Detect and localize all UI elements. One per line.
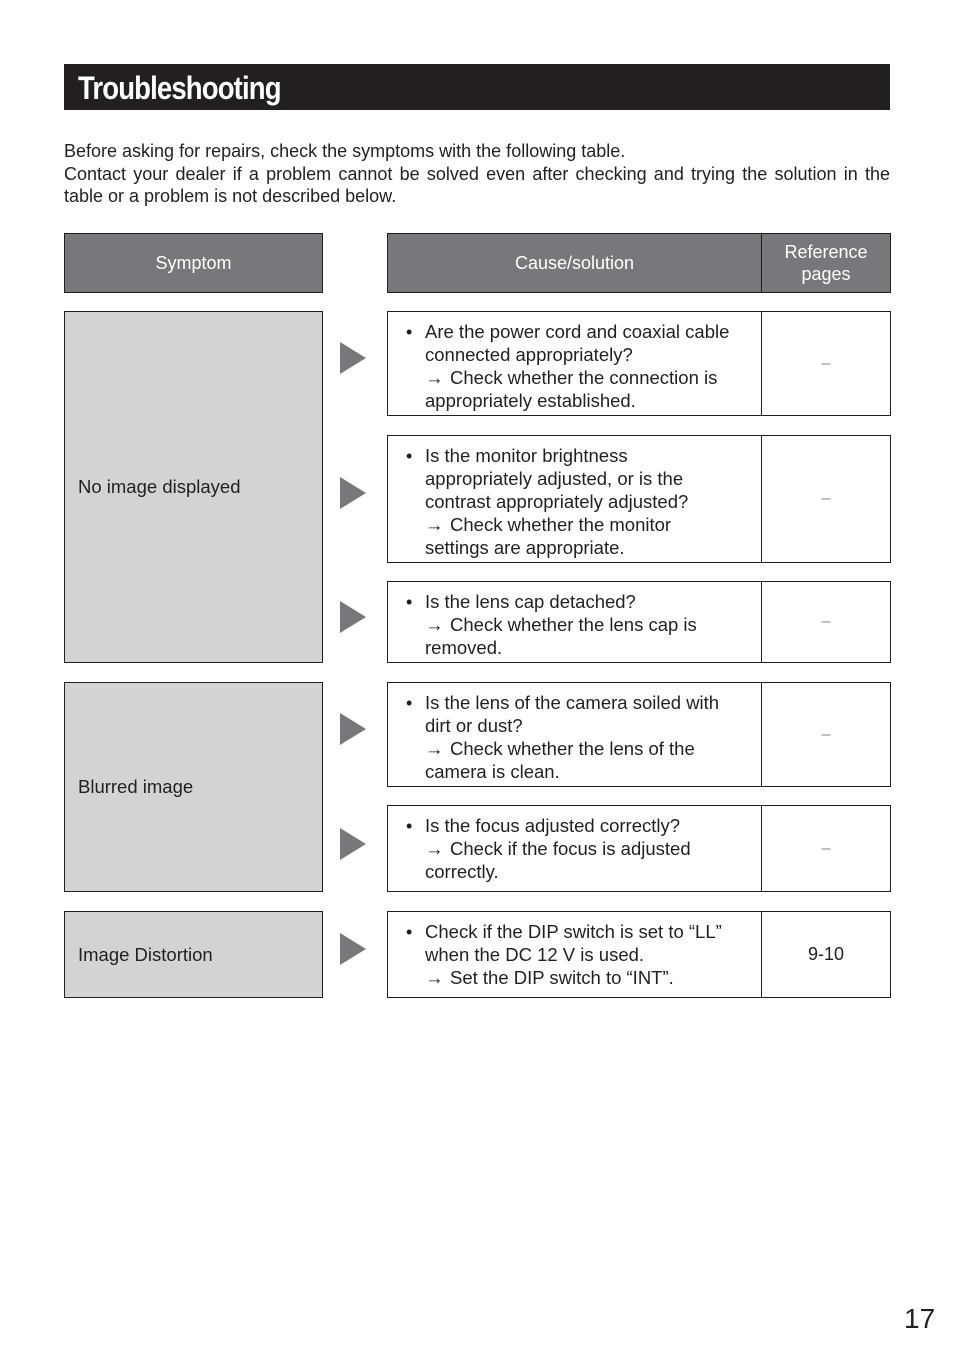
cause-text: [425, 320, 753, 412]
symptom-image-distortion: [64, 911, 323, 998]
symptom-label: Blurred image: [78, 776, 194, 797]
solution-continuation: correctly.: [425, 861, 499, 882]
solution-line: [425, 366, 753, 389]
cause-text: [425, 444, 753, 559]
cause-cell: [387, 911, 762, 998]
page-title: Troubleshooting: [78, 70, 281, 106]
solution-line: [425, 737, 753, 760]
intro-line-1: Before asking for repairs, check the symptoms with the following table.: [64, 141, 626, 161]
cause-text: [425, 814, 753, 883]
cause-text: [425, 920, 753, 989]
question-line: Is the focus adjusted correctly?: [425, 815, 681, 836]
solution-text: Check whether the monitor: [450, 514, 672, 535]
arrow-icon: →: [425, 514, 444, 535]
solution-text: Check whether the lens of the: [450, 738, 695, 759]
arrow-right-icon: [340, 342, 366, 374]
bullet-icon: •: [406, 693, 413, 713]
reference-value: –: [821, 354, 831, 372]
title-bar: [64, 64, 890, 110]
cause-header-label: Cause/solution: [514, 253, 635, 273]
reference-cell: [761, 311, 891, 416]
reference-cell: [761, 805, 891, 892]
question-line: appropriately adjusted, or is the: [425, 468, 684, 489]
question-line: when the DC 12 V is used.: [425, 944, 645, 965]
symptom-header-label: Symptom: [155, 253, 232, 273]
reference-cell: [761, 682, 891, 787]
question-line: Is the lens of the camera soiled with: [425, 692, 720, 713]
cause-cell: [387, 311, 762, 416]
solution-continuation: settings are appropriate.: [425, 537, 625, 558]
solution-continuation: removed.: [425, 637, 503, 658]
reference-header-line2: pages: [801, 264, 851, 284]
symptom-header: [64, 233, 323, 293]
intro-line-2: Contact your dealer if a problem cannot be solved even after checking and trying the solution in the table or a problem is not described below.: [64, 163, 890, 206]
symptom-label: Image Distortion: [78, 943, 213, 965]
reference-cell: [761, 911, 891, 998]
cause-cell: [387, 581, 762, 663]
arrow-icon: →: [425, 838, 444, 859]
reference-cell: [761, 581, 891, 663]
reference-header: [761, 233, 891, 293]
solution-text: Check if the focus is adjusted: [450, 838, 691, 859]
solution-continuation: camera is clean.: [425, 761, 560, 782]
cause-text: [425, 590, 753, 659]
cause-cell: [387, 805, 762, 892]
question-line: dirt or dust?: [425, 715, 523, 736]
question-line: Is the lens cap detached?: [425, 591, 636, 612]
question-line: Is the monitor brightness: [425, 445, 628, 466]
question-line: Are the power cord and coaxial cable: [425, 321, 730, 342]
bullet-icon: •: [406, 322, 413, 342]
arrow-right-icon: [340, 713, 366, 745]
arrow-right-icon: [340, 828, 366, 860]
reference-value: –: [821, 613, 831, 630]
cause-cell: [387, 682, 762, 787]
arrow-right-icon: [340, 477, 366, 509]
question-line: Check if the DIP switch is set to “LL”: [425, 921, 722, 942]
page-number: 17: [904, 1303, 936, 1334]
reference-cell: [761, 435, 891, 563]
arrow-icon: →: [425, 967, 444, 988]
solution-line: [425, 837, 753, 860]
reference-value: 9-10: [807, 944, 845, 964]
solution-line: [425, 966, 753, 989]
bullet-icon: •: [406, 816, 413, 836]
cause-header: [387, 233, 762, 293]
question-line: contrast appropriately adjusted?: [425, 491, 689, 512]
arrow-icon: →: [425, 738, 444, 759]
bullet-icon: •: [406, 446, 413, 466]
reference-value: –: [821, 490, 831, 507]
arrow-right-icon: [340, 933, 366, 965]
solution-text: Check whether the connection is: [450, 367, 718, 388]
cause-cell: [387, 435, 762, 563]
solution-line: [425, 513, 753, 536]
question-line: connected appropriately?: [425, 344, 633, 365]
reference-value: –: [821, 839, 831, 857]
solution-line: [425, 613, 753, 636]
arrow-icon: →: [425, 367, 444, 388]
arrow-right-icon: [340, 601, 366, 633]
bullet-icon: •: [406, 922, 413, 942]
arrow-icon: →: [425, 614, 444, 635]
symptom-blurred-image: [64, 682, 323, 892]
solution-continuation: appropriately established.: [425, 390, 636, 411]
symptom-label: No image displayed: [78, 476, 241, 497]
solution-text: Set the DIP switch to “INT”.: [450, 967, 674, 988]
solution-text: Check whether the lens cap is: [450, 614, 697, 635]
bullet-icon: •: [406, 592, 413, 612]
cause-text: [425, 691, 753, 783]
reference-value: –: [821, 725, 831, 743]
intro-text: [64, 140, 890, 208]
symptom-no-image: [64, 311, 323, 663]
reference-header-line1: Reference: [784, 242, 868, 262]
